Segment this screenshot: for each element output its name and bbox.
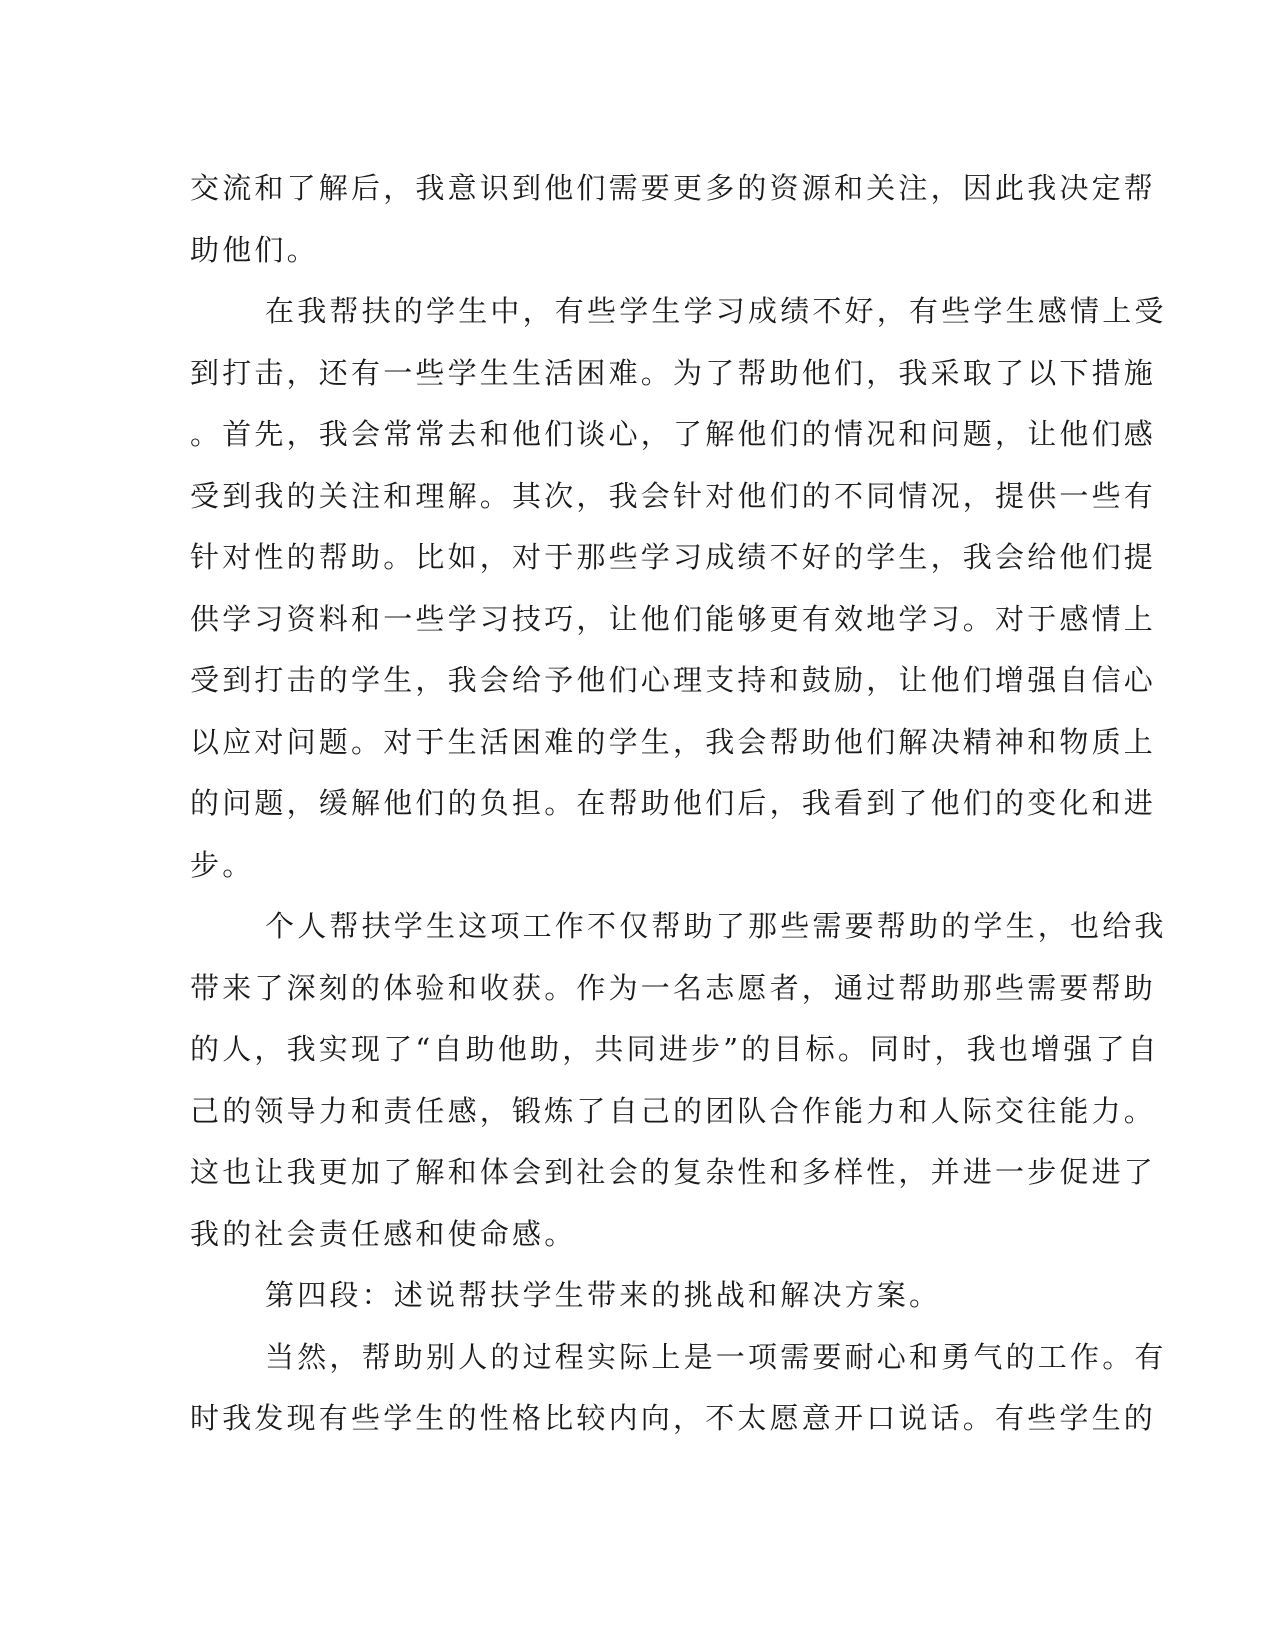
body-text: [190, 158, 1167, 1450]
text-line: 的人，我实现了“自助他助，共同进步”的目标。同时，我也增强了自: [190, 1032, 1160, 1066]
text-line: 在我帮扶的学生中，有些学生学习成绩不好，有些学生感情上受: [265, 294, 1167, 328]
text-line: 当然，帮助别人的过程实际上是一项需要耐心和勇气的工作。有: [265, 1339, 1167, 1374]
text-line: 己的领导力和责任感，锻炼了自己的团队合作能力和人际交往能力。: [190, 1093, 1157, 1128]
text-line: 到打击，还有一些学生生活困难。为了帮助他们，我采取了以下措施: [190, 355, 1157, 390]
text-line: 这也让我更加了解和体会到社会的复杂性和多样性，并进一步促进了: [190, 1155, 1157, 1189]
text-line: 助他们。: [190, 232, 319, 267]
text-line: 受到我的关注和理解。其次，我会针对他们的不同情况，提供一些有: [190, 478, 1157, 513]
text-line: 我的社会责任感和使命感。: [190, 1216, 577, 1251]
section-heading: 第四段：述说帮扶学生带来的挑战和解决方案。: [265, 1278, 942, 1312]
text-line: 针对性的帮助。比如，对于那些学习成绩不好的学生，我会给他们提: [190, 540, 1157, 574]
text-line: 。首先，我会常常去和他们谈心，了解他们的情况和问题，让他们感: [190, 417, 1157, 451]
text-line: 个人帮扶学生这项工作不仅帮助了那些需要帮助的学生，也给我: [265, 909, 1167, 943]
text-line: 带来了深刻的体验和收获。作为一名志愿者，通过帮助那些需要帮助: [190, 970, 1157, 1005]
text-line: 的问题，缓解他们的负担。在帮助他们后，我看到了他们的变化和进: [190, 786, 1157, 820]
text-line: 时我发现有些学生的性格比较内向，不太愿意开口说话。有些学生的: [190, 1401, 1157, 1435]
text-line: 步。: [190, 847, 255, 882]
text-line: 交流和了解后，我意识到他们需要更多的资源和关注，因此我决定帮: [190, 171, 1157, 205]
text-line: 供学习资料和一些学习技巧，让他们能够更有效地学习。对于感情上: [190, 601, 1157, 636]
text-line: 以应对问题。对于生活困难的学生，我会帮助他们解决精神和物质上: [190, 724, 1157, 759]
text-line: 受到打击的学生，我会给予他们心理支持和鼓励，让他们增强自信心: [190, 663, 1157, 697]
